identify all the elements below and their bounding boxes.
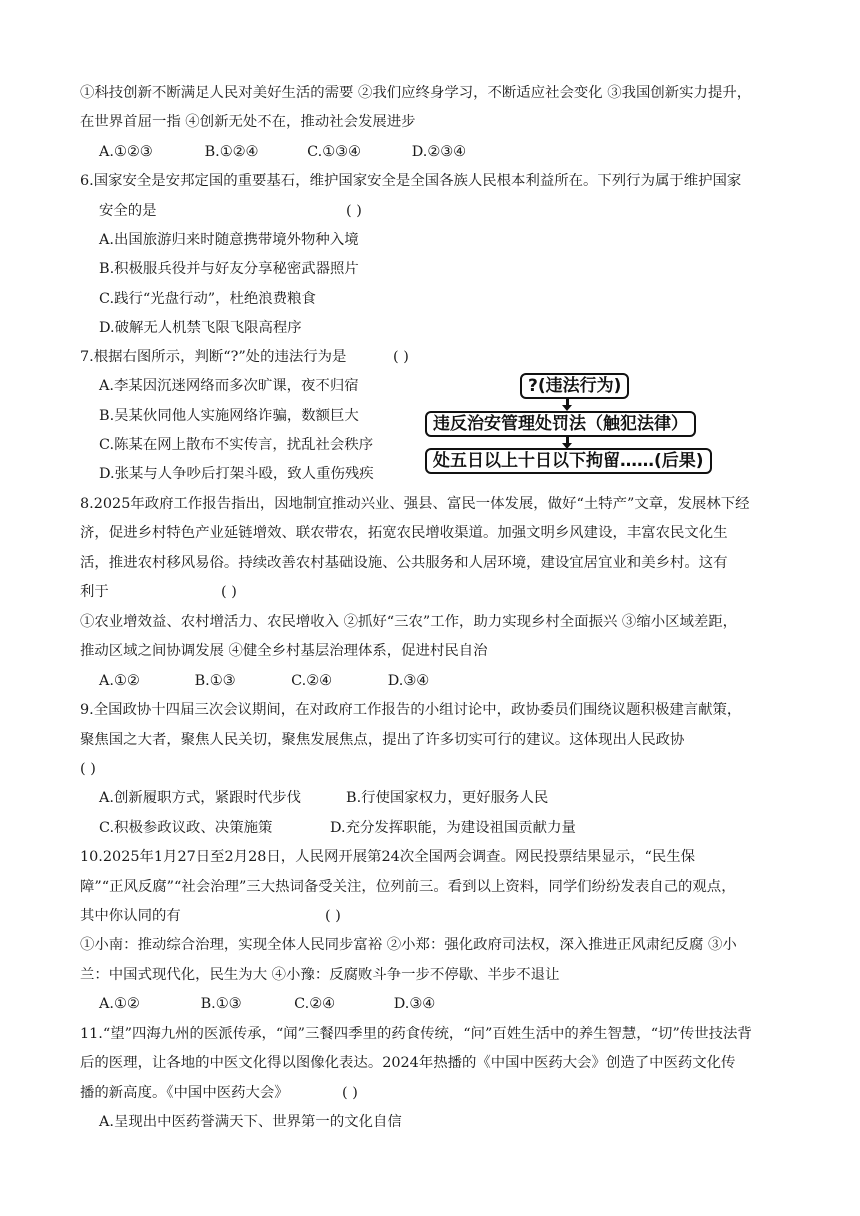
q10-stem-line2: 障”“正风反腐”“社会治理”三大热词备受关注，位列前三。看到以上资料，同学们纷纷发表自己的观点， — [80, 879, 736, 895]
q6-option-d[interactable]: D.破解无人机禁飞限飞限高程序 — [99, 320, 302, 336]
diagram-box-illegal-act: ?(违法行为) — [520, 373, 629, 399]
q5-option-b[interactable]: B.①②④ — [204, 144, 259, 160]
q7-option-a[interactable]: A.李某因沉迷网络而多次旷课，夜不归宿 — [99, 378, 359, 394]
q9-option-a[interactable]: A.创新履职方式，紧跟时代步伐 — [99, 790, 302, 806]
q10-option-a[interactable]: A.①② — [99, 996, 140, 1012]
q8-options — [99, 671, 429, 691]
q5-option-c[interactable]: C.①③④ — [307, 144, 361, 160]
q6-answer-bracket[interactable]: ( ) — [346, 203, 362, 219]
q11-answer-bracket[interactable]: ( ) — [342, 1085, 358, 1101]
q5-statements-line1: ①科技创新不断满足人民对美好生活的需要 ②我们应终身学习，不断适应社会变化 ③我国创新实力提升， — [80, 85, 752, 101]
q11-stem-line2: 后的医理，让各地的中医文化得以图像化表达。2024年热播的《中国中医药大会》创造了中医药文化传 — [80, 1055, 736, 1071]
q8-answer-bracket[interactable]: ( ) — [221, 584, 237, 600]
q5-option-d[interactable]: D.②③④ — [411, 144, 467, 160]
q10-statements-line2: 兰：中国式现代化，民生为大 ④小豫：反腐败斗争一步不停歇、半步不退让 — [80, 967, 560, 983]
q8-option-b[interactable]: B.①③ — [194, 673, 236, 689]
q8-stem-line2: 济，促进乡村特色产业延链增效、联农带农，拓宽农民增收渠道。加强文明乡风建设，丰富农民文化生 — [80, 525, 728, 541]
q11-stem-line1: 11.“望”四海九州的医派传承，“闻”三餐四季里的药食传统，“问”百姓生活中的养生智慧，“切”传世技法背 — [80, 1026, 752, 1042]
q11-stem-line3: 播的新高度。《中国中医药大会》 — [80, 1085, 289, 1101]
q10-option-c[interactable]: C.②④ — [294, 996, 336, 1012]
q10-stem-line1: 10.2025年1月27日至2月28日，人民网开展第24次全国两会调查。网民投票结果显示，“民生保 — [80, 849, 696, 865]
q5-options — [99, 142, 466, 162]
q10-options — [99, 994, 435, 1014]
q10-stem-line3: 其中你认同的有 — [80, 908, 181, 924]
diagram-box-violation: 违反治安管理处罚法（触犯法律） — [425, 411, 696, 437]
q9-answer-bracket[interactable]: ( ) — [80, 761, 96, 777]
q10-option-b[interactable]: B.①③ — [200, 996, 242, 1012]
q5-statements-line2: 在世界首屈一指 ④创新无处不在，推动社会发展进步 — [80, 114, 416, 130]
q9-option-b[interactable]: B.行使国家权力，更好服务人民 — [346, 790, 549, 806]
q6-option-a[interactable]: A.出国旅游归来时随意携带境外物种入境 — [99, 232, 359, 248]
q8-option-c[interactable]: C.②④ — [291, 673, 333, 689]
q11-option-a[interactable]: A.呈现出中医药誉满天下、世界第一的文化自信 — [99, 1114, 402, 1130]
q8-stem-line3: 活，推进农村移风易俗。持续改善农村基础设施、公共服务和人居环境，建设宜居宜业和美乡村。这有 — [80, 555, 728, 571]
q6-stem-line2: 安全的是 — [99, 203, 157, 219]
q9-stem-line1: 9.全国政协十四届三次会议期间，在对政府工作报告的小组讨论中，政协委员们围绕议题积极建言献策， — [80, 702, 742, 718]
q6-stem-line1: 6.国家安全是安邦定国的重要基石，维护国家安全是全国各族人民根本利益所在。下列行为属于维护国家 — [80, 173, 742, 189]
q7-stem: 7.根据右图所示，判断“?”处的违法行为是 — [80, 349, 347, 365]
diagram-box-consequence: 处五日以上十日以下拘留……(后果) — [425, 448, 712, 474]
q9-option-c[interactable]: C.积极参政议政、决策施策 — [99, 820, 273, 836]
q7-option-b[interactable]: B.吴某伙同他人实施网络诈骗，数额巨大 — [99, 408, 359, 424]
q7-option-c[interactable]: C.陈某在网上散布不实传言，扰乱社会秩序 — [99, 437, 374, 453]
q7-answer-bracket[interactable]: ( ) — [393, 349, 409, 365]
q10-statements-line1: ①小南：推动综合治理，实现全体人民同步富裕 ②小郑：强化政府司法权，深入推进正风肃纪反腐 ③小 — [80, 937, 737, 953]
q8-statements-line1: ①农业增效益、农村增活力、农民增收入 ②抓好“三农”工作，助力实现乡村全面振兴 ③缩小区域差距， — [80, 614, 738, 630]
q8-stem-line4: 利于 — [80, 584, 109, 600]
q6-option-b[interactable]: B.积极服兵役并与好友分享秘密武器照片 — [99, 261, 359, 277]
q9-stem-line2: 聚焦国之大者，聚焦人民关切，聚焦发展焦点，提出了许多切实可行的建议。这体现出人民政协 — [80, 732, 685, 748]
q10-answer-bracket[interactable]: ( ) — [325, 908, 341, 924]
q9-option-d[interactable]: D.充分发挥职能，为建设祖国贡献力量 — [330, 820, 576, 836]
q8-stem-line1: 8.2025年政府工作报告指出，因地制宜推动兴业、强县、富民一体发展，做好“土特产”文章，发展林下经 — [80, 496, 750, 512]
q7-option-d[interactable]: D.张某与人争吵后打架斗殴，致人重伤残疾 — [99, 466, 374, 482]
q6-option-c[interactable]: C.践行“光盘行动”，杜绝浪费粮食 — [99, 291, 316, 307]
q8-statements-line2: 推动区域之间协调发展 ④健全乡村基层治理体系，促进村民自治 — [80, 643, 488, 659]
q8-option-d[interactable]: D.③④ — [387, 673, 430, 689]
q8-option-a[interactable]: A.①② — [99, 673, 140, 689]
q10-option-d[interactable]: D.③④ — [393, 996, 436, 1012]
q5-option-a[interactable]: A.①②③ — [99, 144, 153, 160]
